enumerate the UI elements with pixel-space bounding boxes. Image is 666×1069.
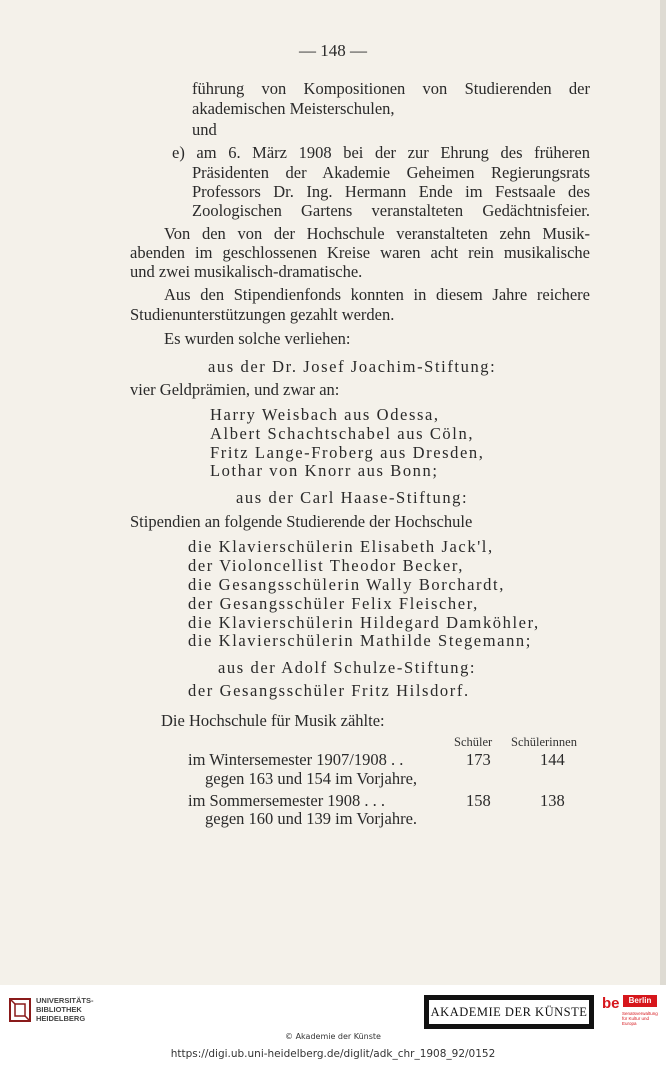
library-name[interactable]: UNIVERSITÄTS- BIBLIOTHEK HEIDELBERG [36,996,94,1023]
text-line: akademischen Meisterschulen, [192,99,395,118]
university-library-logo-icon [8,995,32,1025]
adk-logo-text: AKADEMIE DER KÜNSTE [429,1000,589,1024]
table-row-label: im Wintersemester 1907/1908 . . [188,750,404,769]
text-line: Zoologischen Gartens veranstalteten Gedächtnisfeier. [192,201,590,220]
table-cell: 173 [466,750,491,769]
section-heading: aus der Adolf Schulze-Stiftung: [218,658,477,677]
list-item: der Violoncellist Theodor Becker, [188,556,464,575]
table-row-note: gegen 160 und 139 im Vorjahre. [205,809,418,828]
page-number: — 148 — [299,41,367,60]
table-cell: 158 [466,791,491,810]
text-line: Die Hochschule für Musik zählte: [161,711,385,730]
list-item: der Gesangsschüler Fritz Hilsdorf. [188,681,470,700]
text-line: Aus den Stipendienfonds konnten in diesem Jahre reichere [164,285,590,304]
text-line: Präsidenten der Akademie Geheimen Regierungsrats [192,163,590,182]
list-item: die Klavierschülerin Mathilde Stegemann; [188,631,532,650]
table-header-schueler: Schüler [454,735,493,749]
viewer-footer [0,985,666,1069]
page-edge [660,0,666,985]
list-item: Fritz Lange-Froberg aus Dresden, [210,443,485,462]
text-line: Es wurden solche verliehen: [164,329,351,348]
text-line: Studienunterstützungen gezahlt werden. [130,305,395,324]
list-item: Harry Weisbach aus Odessa, [210,405,440,424]
text-line: abenden im geschlossenen Kreise waren acht rein musikalische [130,243,590,262]
list-item: die Gesangsschülerin Wally Borchardt, [188,575,505,594]
permalink-url[interactable]: https://digi.ub.uni-heidelberg.de/diglit/adk_chr_1908_92/0152 [170,1048,496,1060]
text-line: führung von Kompositionen von Studierenden der [192,79,590,98]
adk-logo[interactable] [424,995,594,1029]
list-item: die Klavierschülerin Elisabeth Jack'l, [188,537,494,556]
list-item: Albert Schachtschabel aus Cöln, [210,424,475,443]
table-row-note: gegen 163 und 154 im Vorjahre, [205,769,418,788]
text-line: Professors Dr. Ing. Hermann Ende im Festsaale des [192,182,590,201]
berlin-logo[interactable] [602,995,658,1031]
table-cell: 144 [540,750,565,769]
berlin-logo-badge: Berlin [623,995,657,1007]
table-header-schuelerinnen: Schülerinnen [511,735,577,749]
berlin-logo-word: be [602,995,620,1012]
text-line: e) am 6. März 1908 bei der zur Ehrung des früheren [172,143,590,162]
text-line: vier Geldprämien, und zwar an: [130,380,340,399]
text-line: Stipendien an folgende Studierende der Hochschule [130,512,473,531]
section-heading: aus der Carl Haase-Stiftung: [236,488,469,507]
text-line: und zwei musikalisch-dramatische. [130,262,363,281]
berlin-logo-subtitle: Senatsverwaltung für Kultur und Europa [622,1011,658,1026]
list-item: die Klavierschülerin Hildegard Damköhler, [188,613,540,632]
list-item: der Gesangsschüler Felix Fleischer, [188,594,479,613]
list-item: Lothar von Knorr aus Bonn; [210,461,439,480]
section-heading: aus der Dr. Josef Joachim-Stiftung: [208,357,497,376]
table-row-label: im Sommersemester 1908 . . . [188,791,386,810]
text-line: und [192,120,217,139]
text-line: Von den von der Hochschule veranstalteten zehn Musik- [164,224,590,243]
table-cell: 138 [540,791,565,810]
copyright: © Akademie der Künste [285,1032,381,1041]
